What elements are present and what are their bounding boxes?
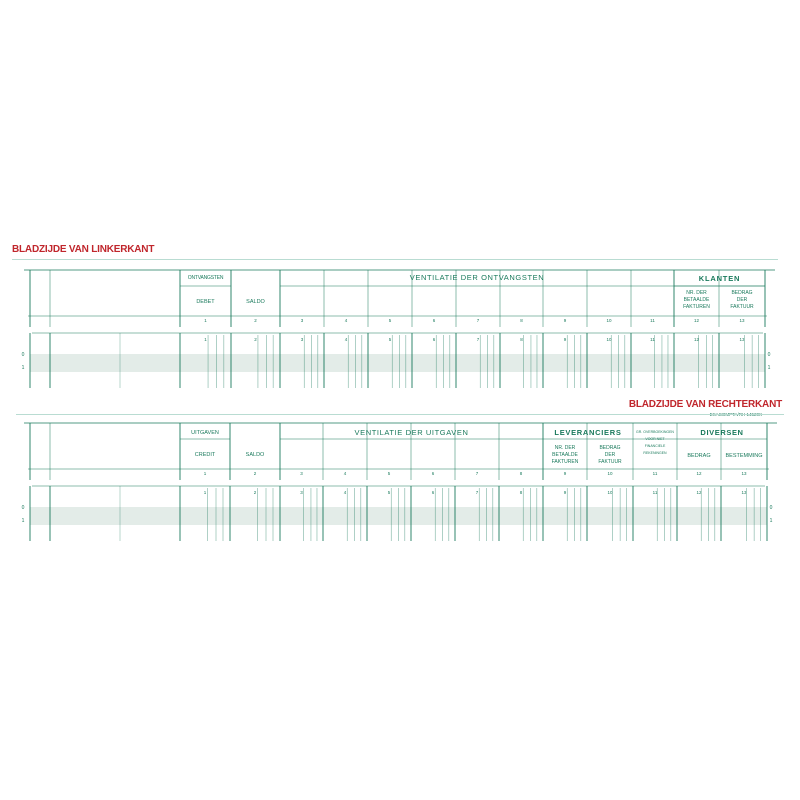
column-number-body: 5 xyxy=(388,337,392,342)
column-number-body: 13 xyxy=(739,337,745,342)
column-number-body: 3 xyxy=(300,337,304,342)
row-number-1-right: 1 xyxy=(769,518,773,524)
saldo-header: SALDO xyxy=(246,299,265,305)
column-number-body: 9 xyxy=(563,337,567,342)
column-number: 5 xyxy=(388,318,392,323)
column-number-body: 3 xyxy=(300,490,303,495)
left-page-heading: BLADZIJDE VAN LINKERKANT xyxy=(12,244,155,255)
column-number-body: 6 xyxy=(431,490,435,495)
column-number-body: 6 xyxy=(432,337,436,342)
row-number-1: 1 xyxy=(21,518,25,524)
column-number-body: 12 xyxy=(693,337,700,342)
column-number-body: 12 xyxy=(696,490,702,495)
column-number: 3 xyxy=(300,318,304,323)
customers-invoice-amount-header: DER xyxy=(736,297,748,303)
transfers-header: REKENINGEN xyxy=(643,451,667,455)
receipts-breakdown-title: VENTILATIE DER ONTVANGSTEN xyxy=(409,273,545,282)
column-number: 9 xyxy=(563,471,567,476)
row-number-0: 0 xyxy=(21,505,25,511)
column-number-body: 13 xyxy=(741,490,747,495)
suppliers-invoice-number-header: BETAALDE xyxy=(552,452,578,458)
saldo-header-right: SALDO xyxy=(245,452,265,458)
transfers-header: VOOR NIET xyxy=(645,437,665,441)
row-number-0-right: 0 xyxy=(767,352,771,358)
suppliers-invoice-amount-header: FAKTUUR xyxy=(598,459,622,465)
column-number: 8 xyxy=(520,318,523,323)
customers-invoice-number-header: NR. DER xyxy=(686,290,707,296)
row-number-1-right: 1 xyxy=(767,365,771,371)
column-number-body: 9 xyxy=(563,490,567,495)
column-number-body: 1 xyxy=(204,337,207,342)
suppliers-title: LEVERANCIERS xyxy=(554,428,622,437)
column-number-body: 8 xyxy=(520,337,523,342)
column-number: 1 xyxy=(203,471,207,476)
ledger-shaded-band xyxy=(30,507,767,525)
miscellaneous-amount-header: BEDRAG xyxy=(687,453,711,459)
customers-invoice-number-header: BETAALDE xyxy=(683,297,710,303)
suppliers-invoice-number-header: FAKTUREN xyxy=(551,459,579,465)
miscellaneous-title: DIVERSEN xyxy=(700,428,744,437)
column-number: 10 xyxy=(607,471,613,476)
column-number-body: 4 xyxy=(344,337,348,342)
row-number-1: 1 xyxy=(21,365,25,371)
debet-header: DEBET xyxy=(196,299,215,305)
column-number-body: 2 xyxy=(253,490,257,495)
column-number: 5 xyxy=(387,471,391,476)
column-number: 11 xyxy=(652,471,658,476)
column-number-body: 7 xyxy=(475,490,479,495)
suppliers-invoice-number-header: NR. DER xyxy=(554,445,576,451)
suppliers-invoice-amount-header: DER xyxy=(604,452,616,458)
form-code: EXACOMPTA/RH 14520X xyxy=(709,412,762,417)
expenses-breakdown-title: VENTILATIE DER UITGAVEN xyxy=(354,428,469,437)
right-page-heading: BLADZIJDE VAN RECHTERKANT xyxy=(628,399,782,410)
expenses-header: UITGAVEN xyxy=(191,430,219,436)
receipts-header: ONTVANGSTEN xyxy=(187,275,224,281)
column-number: 6 xyxy=(432,318,436,323)
column-number-body: 1 xyxy=(203,490,207,495)
column-number: 13 xyxy=(741,471,747,476)
column-number-body: 7 xyxy=(476,337,480,342)
column-number-body: 2 xyxy=(254,337,257,342)
column-number: 12 xyxy=(693,318,700,323)
credit-header: CREDIT xyxy=(194,452,216,458)
column-number: 4 xyxy=(344,318,348,323)
transfers-header: FINANCIELE xyxy=(644,444,666,448)
row-number-0: 0 xyxy=(21,352,25,358)
transfers-header: GR. OVERBOEKINGEN xyxy=(636,430,674,434)
customers-title: KLANTEN xyxy=(698,274,741,283)
column-number: 2 xyxy=(253,471,257,476)
suppliers-invoice-amount-header: BEDRAG xyxy=(599,445,621,451)
column-number-body: 11 xyxy=(652,490,658,495)
column-number: 13 xyxy=(739,318,745,323)
column-number: 3 xyxy=(300,471,303,476)
column-number-body: 10 xyxy=(607,490,613,495)
column-number-body: 5 xyxy=(387,490,391,495)
column-number: 8 xyxy=(519,471,523,476)
row-number-0-right: 0 xyxy=(769,505,773,511)
customers-invoice-amount-header: BEDRAG xyxy=(731,290,753,296)
column-number: 2 xyxy=(254,318,257,323)
customers-invoice-amount-header: FAKTUUR xyxy=(730,304,754,310)
column-number: 7 xyxy=(475,471,479,476)
column-number: 10 xyxy=(606,318,612,323)
column-number: 12 xyxy=(696,471,702,476)
miscellaneous-purpose-header: BESTEMMING xyxy=(725,453,763,459)
column-number: 9 xyxy=(563,318,567,323)
customers-invoice-number-header: FAKTUREN xyxy=(683,304,710,310)
column-number-body: 4 xyxy=(343,490,347,495)
column-number: 4 xyxy=(343,471,347,476)
column-number-body: 11 xyxy=(650,337,655,342)
column-number: 11 xyxy=(650,318,655,323)
column-number: 6 xyxy=(431,471,435,476)
column-number-body: 10 xyxy=(606,337,612,342)
column-number-body: 8 xyxy=(519,490,523,495)
column-number: 1 xyxy=(204,318,207,323)
column-number: 7 xyxy=(476,318,480,323)
